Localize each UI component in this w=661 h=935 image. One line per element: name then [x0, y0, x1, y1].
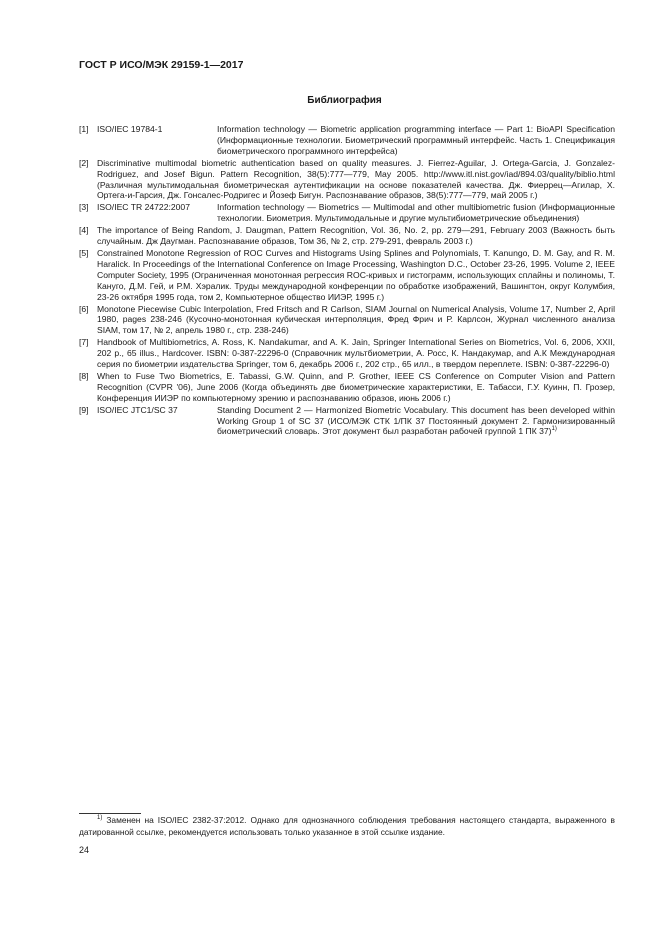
entry-number: [7]	[79, 337, 89, 348]
entry-text: Constrained Monotone Regression of ROC Curves and Histograms Using Splines and Polynomials, T. Kanungo, D. M. Gay, and R. M. Haralick. In Proceedings of the International Conference on Image Processing, Washington D.C., October 23-26, 1995. Volume 2, IEEE Computer Society, 1995 (Ограниченная монотонная регрессия ROC-кривых и гистограмм, использующих сплайны и полиномы, Т. Кануго, Д.М. Гей, и Р.М. Хэралик. Труды международной конференции по обработке изображений, Вашингтон, округ Колумбия, 23-26 октября 1995 года, том 2, Компьютерное общество ИИЭР, 1995 г.)	[97, 247, 615, 302]
bibliography-entry	[79, 124, 615, 157]
entry-text: Discriminative multimodal biometric authentication based on quality measures. J. Fierrez-Aguilar, J. Ortega-Garcia, J. Gonzalez-Rodriguez, and Josef Bigun. Pattern Recognition, 38(5):777—779, May 2005. http://www.itl.nist.gov/iad/894.03/quality/biblio.html (Различная мультимодальная биометрическая аутентификации на основе показателей качества. Дж. Фиеррец—Агилар, Х. Ортега-и-Гарсия, Дж. Гонсалес-Родригес и Йозеф Бигун. Распознавание образов, 38(5):777—779, май 2005 г.)	[97, 157, 615, 201]
entry-text: Information technology — Biometrics — Multimodal and other multibiometric fusion (Информационные технологии. Биометрия. Мультимодальные и другие мультибиометрические объединения)	[217, 202, 615, 224]
entry-number: [2]	[79, 157, 89, 168]
page-number: 24	[79, 845, 90, 855]
entry-text: Handbook of Multibiometrics, A. Ross, K. Nandakumar, and A. K. Jain, Springer International Series on Biometrics, Vol. 6, 2006, XXII, 202 p., 65 illus., Hardcover. ISBN: 0-387-22296-0 (Справочник мультбиометрии, А. Росс, К. Нандакумар, and А.К Международная серия по биометрии издательства Springer, том 6, декабрь 2006 г., 202 стр., 65 илл., в твердом переплете. ISBN: 0-387-22296-0)	[97, 337, 615, 370]
section-title	[0, 95, 661, 106]
entry-number: [3]	[79, 202, 89, 213]
entry-text	[217, 405, 615, 438]
entry-number: [4]	[79, 225, 89, 236]
bibliography-entry	[79, 202, 615, 224]
entry-text-body: Standing Document 2 — Harmonized Biometric Vocabulary. This document has been developed within Working Group 1 of SC 37 (ИСО/МЭК СТК 1/ПК 37 Постоянный документ 2. Гармонизированный биометрический словарь. Этот документ был разработан рабочей группой 1 ПК 37)	[217, 404, 615, 437]
entry-text: When to Fuse Two Biometrics, E. Tabassi, G.W. Quinn, and P. Grother, IEEE CS Conference on Computer Vision and Pattern Recognition (CVPR '06), June 2006 (Когда объединять две биометрические характеристики, Е. Табасси, Г.У. Куинн, П. Грозер, Конференция ИИЭР по компьютерному зрению и распознаванию образов, июнь 2006 г.)	[97, 370, 615, 403]
document-code-header: ГОСТ Р ИСО/МЭК 29159-1—2017	[79, 59, 244, 71]
entry-number: [1]	[79, 124, 89, 134]
bibliography-entry	[79, 304, 615, 337]
footnote-separator	[79, 813, 141, 814]
footnote-reference: 1)	[551, 426, 557, 433]
footnote-text: Заменен на ISO/IEC 2382-37:2012. Однако для однозначного соблюдения требования настоящего стандарта, выраженного в датированной ссылке, рекомендуется использовать только указанное в этой ссылке издание.	[79, 815, 615, 837]
entry-standard-id: ISO/IEC JTC1/SC 37	[97, 404, 178, 415]
entry-text: Monotone Piecewise Cubic Interpolation, Fred Fritsch and R Carlson, SIAM Journal on Numerical Analysis, Volume 17, Number 2, April 1980, pages 238-246 (Кусочно-монотонная кубическая интерполяция, Фред Фрич и Р. Карлсон, Журнал численного анализа SIAM, том 17, № 2, апрель 1980 г., стр. 238-246)	[97, 303, 615, 336]
bibliography-entry	[79, 371, 615, 404]
entry-standard-id: ISO/IEC 19784-1	[97, 124, 163, 134]
footnote	[79, 815, 615, 839]
bibliography-entry	[79, 225, 615, 247]
section-title-text: Библиография	[307, 95, 382, 106]
bibliography-entry	[79, 248, 615, 303]
entry-standard-id: ISO/IEC TR 24722:2007	[97, 202, 190, 213]
entry-text: The importance of Being Random, J. Daugman, Pattern Recognition, Vol. 36, No. 2, pp. 279—291, February 2003 (Важность быть случайным. Дж Даугман. Распознавание образов, Том 36, № 2, стр. 279-291, февраль 2003 г.)	[97, 225, 615, 247]
entry-number: [6]	[79, 303, 89, 314]
bibliography-entry	[79, 158, 615, 202]
entry-number: [9]	[79, 404, 89, 415]
entry-text: Information technology — Biometric application programming interface — Part 1: BioAPI Specification (Информационные технологии. Биометрический программный интерфейс. Часть 1. Спецификация биометрического программного интерфейса)	[217, 124, 615, 156]
entry-number: [5]	[79, 247, 89, 258]
footnote-marker: 1)	[97, 815, 103, 822]
bibliography-entry	[79, 405, 615, 438]
entry-number: [8]	[79, 370, 89, 381]
bibliography-entry	[79, 337, 615, 370]
bibliography-list	[79, 124, 615, 438]
